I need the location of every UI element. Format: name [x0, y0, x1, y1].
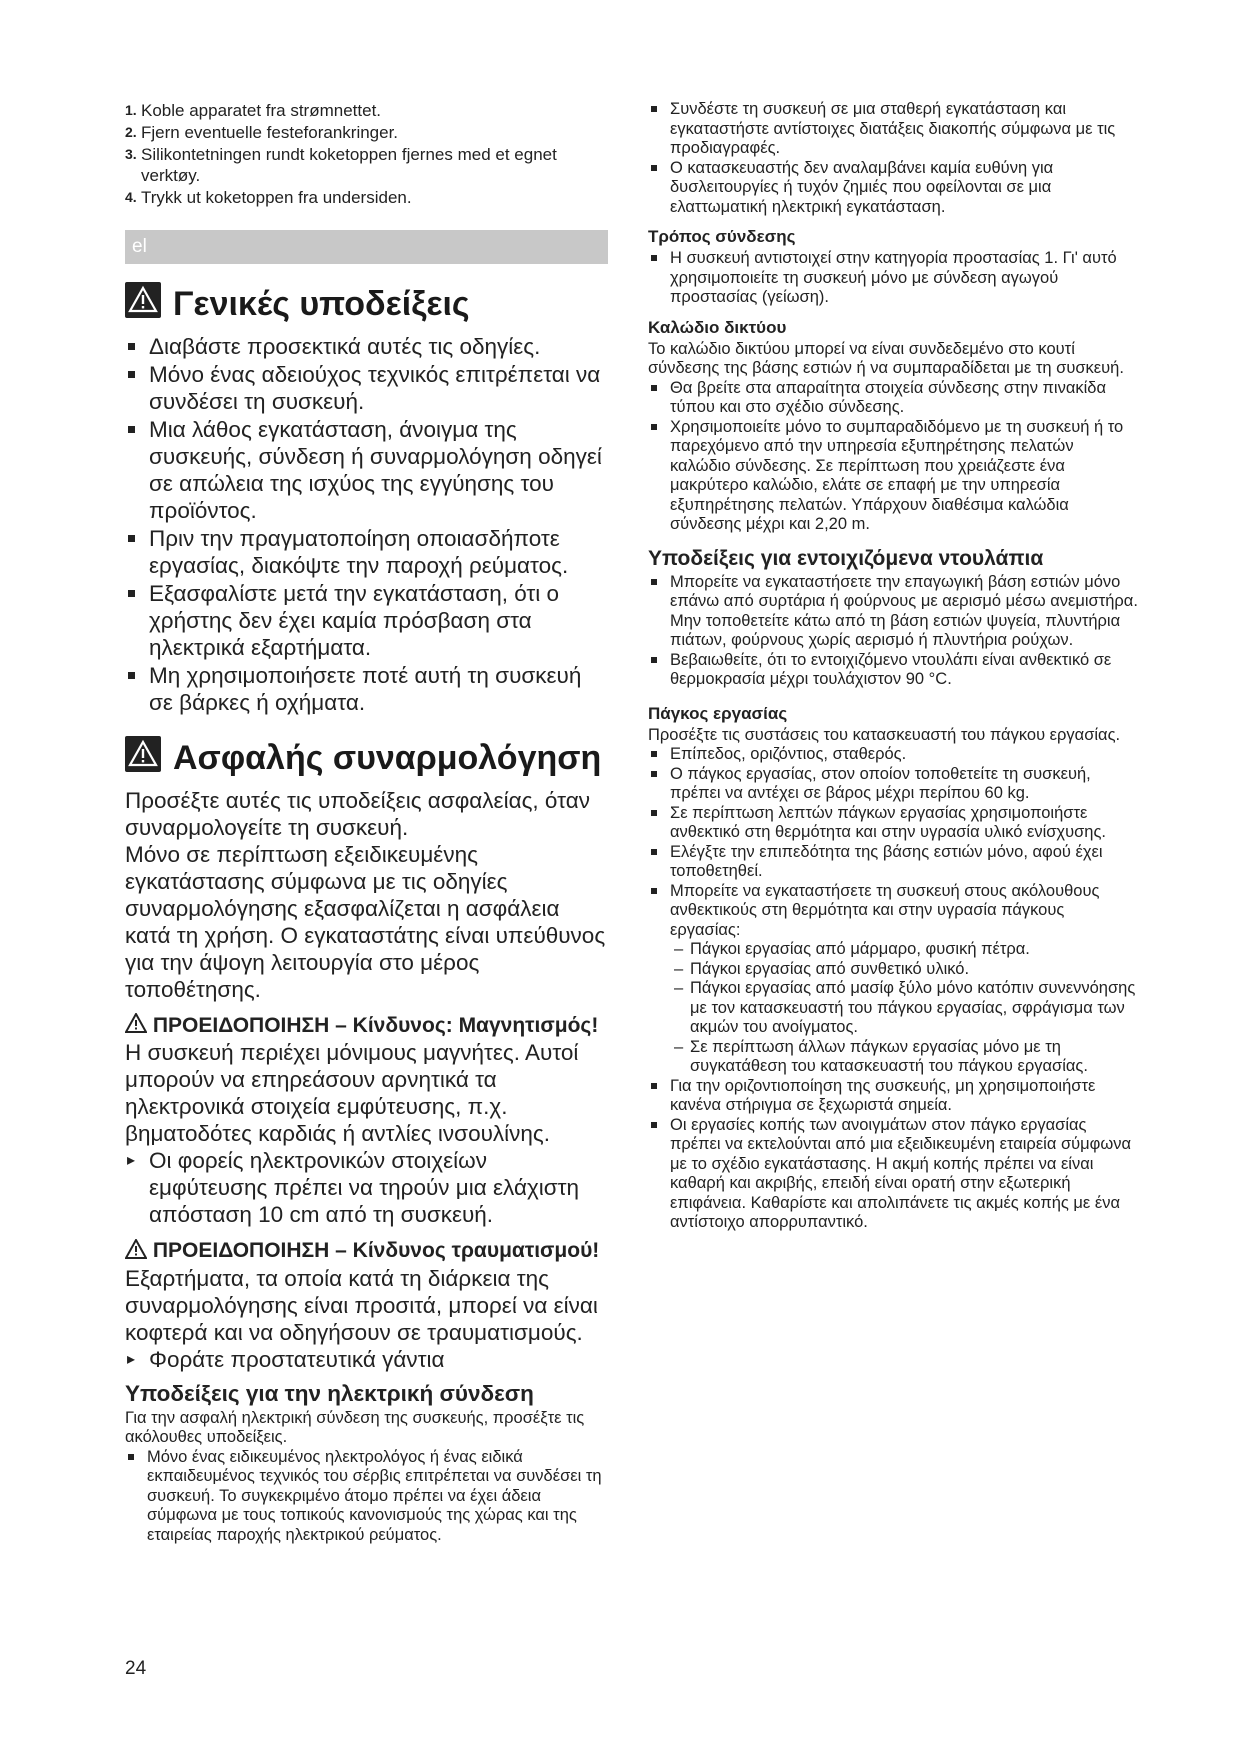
list-item: Οι εργασίες κοπής των ανοιγμάτων στον πάγκο εργασίας πρέπει να εκτελούνται από μια εξειδικευμένη εταιρεία σύμφωνα με το σχέδιο εγκατάστασης. Η ακμή κοπής πρέπει να είναι καθαρή και ακριβής, επειδή είναι ορατή στην εξωτερική επιφάνεια. Καθαρίστε και απολιπάνετε τις ακμές κοπής με ένα αντίστοιχο απορρυπαντικό. [648, 1116, 1138, 1233]
list-item: Χρησιμοποιείτε μόνο το συμπαραδιδόμενο με τη συσκευή ή το παρεχόμενο από την υπηρεσία εξυπηρέτησης πελατών καλώδιο σύνδεσης. Σε περίπτωση που χρειάζεστε ένα μακρύτερο καλώδιο, ελάτε σε επαφή με την υπηρεσία εξυπηρέτησης πελατών. Υπάρχουν διαθέσιμα καλώδια σύνδεσης μέχρι και 2,20 m. [648, 418, 1138, 535]
safe-paragraph: Μόνο σε περίπτωση εξειδικευμένης εγκατάστασης σύμφωνα με τις οδηγίες συναρμολόγησης εξασφαλίζεται η ασφάλεια κατά τη χρήση. Ο εγκαταστάτης είναι υπεύθυνος για την άψογη λειτουργία στο μέρος τοποθέτησης. [125, 842, 606, 1002]
worktop-list [648, 745, 1138, 940]
dash-item: – Πάγκοι εργασίας από μάρμαρο, φυσική πέτρα. [648, 940, 1138, 960]
electrical-intro: Για την ασφαλή ηλεκτρική σύνδεση της συσκευής, προσέξτε τις ακόλουθες υποδείξεις. [125, 1408, 585, 1447]
list-item: Ο πάγκος εργασίας, στον οποίον τοποθετείτε τη συσκευή, πρέπει να αντέχει σε βάρος μέχρι περίπου 60 kg. [648, 765, 1138, 804]
safe-heading: Ασφαλής συναρμολόγηση [125, 736, 608, 781]
warning-triangle-icon [125, 1239, 147, 1265]
dash-item: – Πάγκοι εργασίας από μασίφ ξύλο μόνο κατόπιν συνεννόησης με τον κατασκευαστή του πάγκου εργασίας, σφράγισμα των ακμών του ανοίγματος. [648, 979, 1138, 1038]
warning-magnet-text: Η συσκευή περιέχει μόνιμους μαγνήτες. Αυτοί μπορούν να επηρεάσουν αρνητικά τα ηλεκτρονικά στοιχεία εμφύτευσης, π.χ. βηματοδότες καρδιάς ή αντλίες ινσουλίνης. [125, 1040, 579, 1147]
list-item: Μπορείτε να εγκαταστήσετε την επαγωγική βάση εστιών μόνο επάνω από συρτάρια ή φούρνους με αερισμό μέσω ανεμιστήρα. Μην τοποθετείτε κάτω από τη βάση εστιών ψυγεία, πλυντήρια πιάτων, φούρνους χωρίς αερισμό ή πλυντήρια ρούχων. [648, 573, 1138, 651]
connection-type-list [648, 249, 1138, 308]
safe-paragraph: Προσέξτε αυτές τις υποδείξεις ασφαλείας, όταν συναρμολογείτε τη συσκευή. [125, 788, 590, 840]
builtin-list [648, 573, 1138, 690]
list-item: 3. Silikontetningen rundt koketoppen fjernes med et egnet verktøy. [125, 145, 557, 185]
warning-magnet-action: ▸ Οι φορείς ηλεκτρονικών στοιχείων εμφύτευσης πρέπει να τηρούν μια ελάχιστη απόσταση 10 cm από τη συσκευή. [125, 1147, 608, 1228]
connection-type-heading: Τρόπος σύνδεσης [648, 227, 796, 246]
list-item: Διαβάστε προσεκτικά αυτές τις οδηγίες. [125, 333, 608, 360]
worktop-intro: Προσέξτε τις συστάσεις του κατασκευαστή του πάγκου εργασίας. [648, 725, 1121, 744]
worktop-list-b [648, 1077, 1138, 1233]
list-item: Μπορείτε να εγκαταστήσετε τη συσκευή στους ακόλουθους ανθεκτικούς στη θερμότητα και στην υγρασία πάγκους εργασίας: [648, 882, 1138, 941]
dash-item: – Πάγκοι εργασίας από συνθετικό υλικό. [648, 960, 1138, 980]
warning-injury-text: Εξαρτήματα, τα οποία κατά τη διάρκεια της συναρμολόγησης είναι προσιτά, μπορεί να είναι κοφτερά και να οδηγήσουν σε τραυματισμούς. [125, 1265, 598, 1345]
warning-injury-action: ▸ Φοράτε προστατευτικά γάντια [125, 1346, 608, 1373]
warning-injury-heading: ΠΡΟΕΙΔΟΠΟΙΗΣΗ – Κίνδυνος τραυματισμού! [125, 1238, 608, 1264]
install-steps [125, 100, 608, 208]
list-item: Ο κατασκευαστής δεν αναλαμβάνει καμία ευθύνη για δυσλειτουργίες ή τυχόν ζημιές που οφείλονται σε μια ελαττωματική ηλεκτρική εγκατάσταση. [648, 159, 1138, 218]
electrical-list [125, 1448, 608, 1546]
general-heading: Γενικές υποδείξεις [125, 282, 608, 327]
list-item: Σε περίπτωση λεπτών πάγκων εργασίας χρησιμοποιήστε ανθεκτικό στη θερμότητα και στην υγρασία υλικό ενίσχυσης. [648, 804, 1138, 843]
worktop-heading: Πάγκος εργασίας [648, 703, 788, 723]
electrical-heading: Υποδείξεις για την ηλεκτρική σύνδεση [125, 1380, 534, 1406]
list-item: Επίπεδος, οριζόντιος, σταθερός. [648, 745, 1138, 765]
right-top-list [648, 100, 1138, 217]
warning-icon [125, 282, 161, 327]
list-item: Η συσκευή αντιστοιχεί στην κατηγορία προστασίας 1. Γι' αυτό χρησιμοποιείτε τη συσκευή μόνο με σύνδεση αγωγού προστασίας (γείωση). [648, 249, 1138, 308]
list-item: Μόνο ένας αδειούχος τεχνικός επιτρέπεται να συνδέσει τη συσκευή. [125, 361, 608, 415]
list-item: Μόνο ένας ειδικευμένος ηλεκτρολόγος ή ένας ειδικά εκπαιδευμένος τεχνικός του σέρβις επιτρέπεται να συνδέσει τη συσκευή. Το συγκεκριμένο άτομο πρέπει να έχει άδεια σύμφωνα με τους τοπικούς κανονισμούς της χώρας και της εταιρείας παροχής ηλεκτρικού ρεύματος. [125, 1448, 608, 1546]
list-item: Πριν την πραγματοποίηση οποιασδήποτε εργασίας, διακόψτε την παροχή ρεύματος. [125, 525, 608, 579]
list-item: Για την οριζοντιοποίηση της συσκευής, μη χρησιμοποιήστε κανένα στήριγμα σε ξεχωριστά σημεία. [648, 1077, 1138, 1116]
list-item: Ελέγξτε την επιπεδότητα της βάσης εστιών μόνο, αφού έχει τοποθετηθεί. [648, 843, 1138, 882]
mains-cable-intro: Το καλώδιο δικτύου μπορεί να είναι συνδεδεμένο στο κουτί σύνδεσης της βάσης εστιών ή να συμπαραδίδεται με τη συσκευή. [648, 339, 1124, 377]
list-item: Θα βρείτε στα απαραίτητα στοιχεία σύνδεσης στην πινακίδα τύπου και στο σχέδιο σύνδεσης. [648, 379, 1138, 418]
warning-magnet-heading: ΠΡΟΕΙΔΟΠΟΙΗΣΗ – Κίνδυνος: Μαγνητισμός! [125, 1013, 608, 1039]
left-column [125, 100, 608, 1545]
list-item: Μια λάθος εγκατάσταση, άνοιγμα της συσκευής, σύνδεση ή συναρμολόγηση οδηγεί σε απώλεια της ισχύος της εγγύησης του προϊόντος. [125, 416, 608, 524]
mains-cable-heading: Καλώδιο δικτύου [648, 317, 787, 337]
page-number: 24 [125, 1658, 147, 1679]
list-item: 4. Trykk ut koketoppen fra undersiden. [125, 188, 412, 207]
warning-triangle-icon [125, 1013, 147, 1039]
right-column [648, 100, 1138, 1233]
list-item: Μη χρησιμοποιήσετε ποτέ αυτή τη συσκευή σε βάρκες ή οχήματα. [125, 662, 608, 716]
list-item: Συνδέστε τη συσκευή σε μια σταθερή εγκατάσταση και εγκαταστήστε αντίστοιχες διατάξεις διακοπής σύμφωνα με τις προδιαγραφές. [648, 100, 1138, 159]
general-list [125, 333, 608, 716]
list-item: Εξασφαλίστε μετά την εγκατάσταση, ότι ο χρήστης δεν έχει καμία πρόσβαση στα ηλεκτρικά εξαρτήματα. [125, 580, 608, 661]
language-bar: el [125, 230, 608, 264]
warning-icon [125, 736, 161, 781]
builtin-heading: Υποδείξεις για εντοιχιζόμενα ντουλάπια [648, 546, 1044, 570]
dash-item: – Σε περίπτωση άλλων πάγκων εργασίας μόνο με τη συγκατάθεση του κατασκευαστή του πάγκου εργασίας. [648, 1038, 1138, 1077]
list-item: 1. Koble apparatet fra strømnettet. [125, 101, 382, 120]
list-item: 2. Fjern eventuelle festeforankringer. [125, 123, 399, 142]
list-item: Βεβαιωθείτε, ότι το εντοιχιζόμενο ντουλάπι είναι ανθεκτικό σε θερμοκρασία μέχρι τουλάχιστον 90 °C. [648, 651, 1138, 690]
mains-cable-list [648, 379, 1138, 535]
